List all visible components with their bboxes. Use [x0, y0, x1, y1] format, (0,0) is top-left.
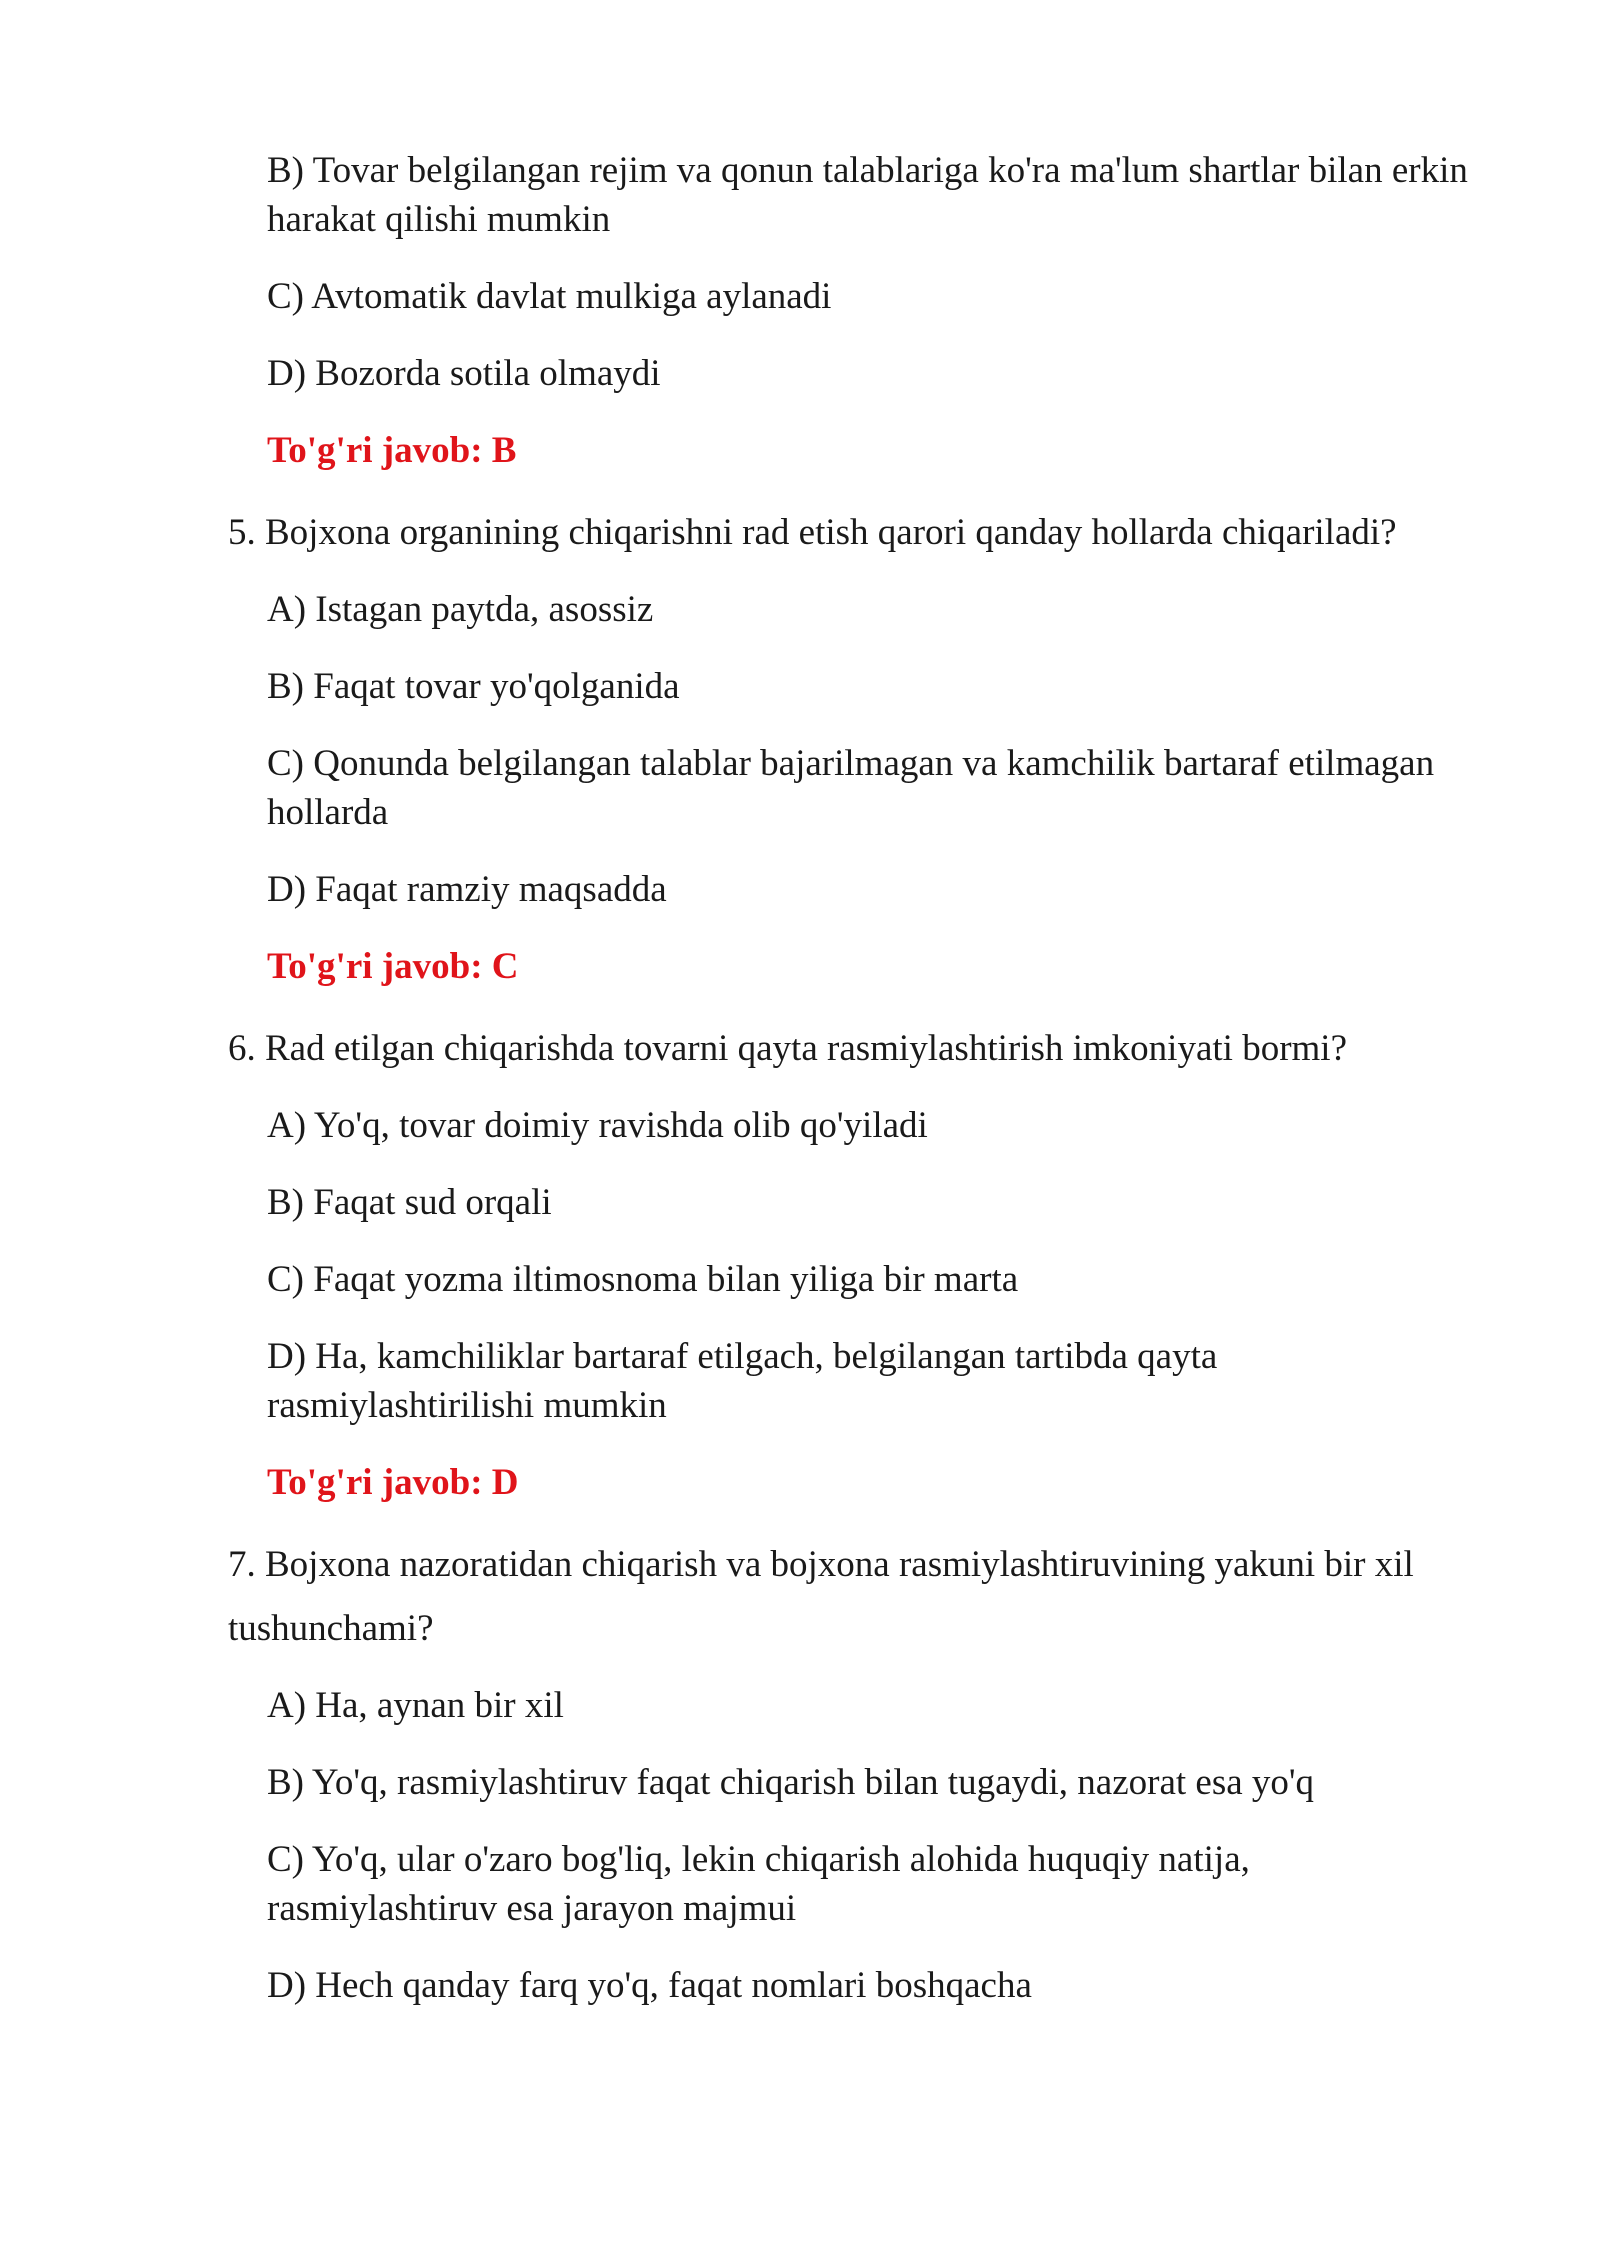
option-d: D) Bozorda sotila olmaydi: [267, 353, 661, 394]
option-c: C) Yo'q, ular o'zaro bog'liq, lekin chiqarish alohida huquqiy natija, rasmiylashtiruv esa jarayon majmui: [267, 1839, 1250, 1929]
option-a: A) Istagan paytda, asossiz: [267, 589, 654, 630]
option-a: A) Yo'q, tovar doimiy ravishda olib qo'yiladi: [267, 1105, 928, 1146]
quiz-content: [228, 146, 1478, 2038]
option-d: D) Ha, kamchiliklar bartaraf etilgach, belgilangan tartibda qayta rasmiylashtirilishi mumkin: [267, 1336, 1218, 1426]
option-b: B) Faqat tovar yo'qolganida: [267, 666, 680, 707]
option-d: D) Hech qanday farq yo'q, faqat nomlari boshqacha: [267, 1965, 1032, 2006]
question-5: 5. Bojxona organining chiqarishni rad etish qarori qanday hollarda chiqariladi?: [228, 512, 1397, 553]
correct-answer: To'g'ri javob: C: [267, 946, 519, 987]
option-b: B) Faqat sud orqali: [267, 1182, 552, 1223]
question-6: 6. Rad etilgan chiqarishda tovarni qayta rasmiylashtirish imkoniyati bormi?: [228, 1028, 1347, 1069]
question-7: 7. Bojxona nazoratidan chiqarish va bojxona rasmiylashtiruvining yakuni bir xil tushunchami?: [228, 1544, 1414, 1649]
option-c: C) Faqat yozma iltimosnoma bilan yiliga bir marta: [267, 1259, 1019, 1300]
correct-answer: To'g'ri javob: B: [267, 430, 517, 471]
option-d: D) Faqat ramziy maqsadda: [267, 869, 667, 910]
option-b: B) Tovar belgilangan rejim va qonun talablariga ko'ra ma'lum shartlar bilan erkin harakat qilishi mumkin: [267, 150, 1468, 240]
option-c: C) Avtomatik davlat mulkiga aylanadi: [267, 276, 832, 317]
option-a: A) Ha, aynan bir xil: [267, 1685, 564, 1726]
option-b: B) Yo'q, rasmiylashtiruv faqat chiqarish bilan tugaydi, nazorat esa yo'q: [267, 1762, 1315, 1803]
correct-answer: To'g'ri javob: D: [267, 1462, 519, 1503]
option-c: C) Qonunda belgilangan talablar bajarilmagan va kamchilik bartaraf etilmagan hollarda: [267, 743, 1435, 833]
